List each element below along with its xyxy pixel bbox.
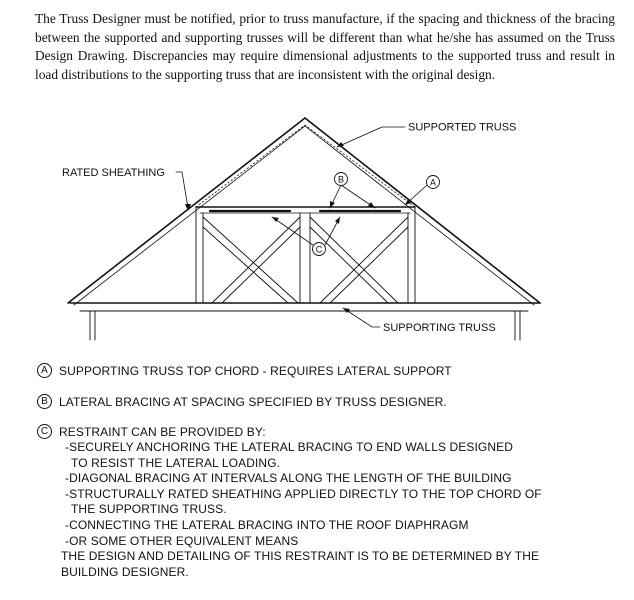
note-c-marker: C <box>37 424 52 439</box>
leader-rated-sheathing <box>176 172 188 208</box>
web-vertical-right <box>408 207 415 303</box>
note-a-marker: A <box>37 363 52 378</box>
leader-c <box>272 217 340 245</box>
label-supported-truss: SUPPORTED TRUSS <box>408 121 517 134</box>
marker-c-label: C <box>315 244 323 255</box>
leader-supported-truss <box>337 127 405 147</box>
right-bearing-wall <box>515 311 520 340</box>
notes-section <box>37 363 617 580</box>
label-supporting-truss: SUPPORTING TRUSS <box>383 322 496 334</box>
note-c-line: BUILDING DESIGNER. <box>61 564 189 579</box>
note-c-line: -CONNECTING THE LATERAL BRACING INTO THE ROOF DIAPHRAGM <box>65 517 469 532</box>
web-diagonal-3 <box>310 217 398 303</box>
note-c-line: -SECURELY ANCHORING THE LATERAL BRACING TO END WALLS DESIGNED <box>65 440 513 454</box>
web-vertical-center <box>300 213 310 303</box>
note-c-lines <box>61 440 617 580</box>
web-diagonal-2 <box>212 217 300 303</box>
web-diagonal-1 <box>203 217 298 303</box>
note-c-line: -DIAGONAL BRACING AT INTERVALS ALONG THE LENGTH OF THE BUILDING <box>65 471 512 486</box>
intro-paragraph: The Truss Designer must be notified, prior to truss manufacture, if the spacing and thickness of the bracing between the supported and supporting trusses will be different than what he/she has assumed on the Truss Design Drawing. Discrepancies may require dimensional adjustments to the supported truss and result in load distributions to the supporting truss that are inconsistent with the original design. <box>35 11 615 82</box>
note-c-line: -STRUCTURALLY RATED SHEATHING APPLIED DIRECTLY TO THE TOP CHORD OF <box>65 486 542 501</box>
marker-a-label: A <box>429 177 437 188</box>
truss-diagram <box>0 105 634 350</box>
web-vertical-left <box>196 207 203 303</box>
note-c-heading: RESTRAINT CAN BE PROVIDED BY: <box>59 425 266 439</box>
note-c-line: TO RESIST THE LATERAL LOADING. <box>71 455 281 470</box>
note-b-marker: B <box>37 394 52 409</box>
note-c <box>37 424 617 440</box>
leader-b <box>330 185 375 208</box>
note-c-line: THE SUPPORTING TRUSS. <box>71 502 227 517</box>
note-b-text: LATERAL BRACING AT SPACING SPECIFIED BY TRUSS DESIGNER. <box>59 395 447 409</box>
note-b <box>37 394 617 410</box>
left-bearing-wall <box>90 311 95 340</box>
note-c-line: THE DESIGN AND DETAILING OF THIS RESTRAINT IS TO BE DETERMINED BY THE <box>61 549 540 564</box>
note-c-line: -OR SOME OTHER EQUIVALENT MEANS <box>65 533 299 548</box>
note-a <box>37 363 617 379</box>
marker-b-label: B <box>337 174 345 185</box>
note-a-text: SUPPORTING TRUSS TOP CHORD - REQUIRES LATERAL SUPPORT <box>59 364 452 378</box>
label-rated-sheathing: RATED SHEATHING <box>62 167 165 179</box>
supported-truss-outline <box>196 125 415 207</box>
